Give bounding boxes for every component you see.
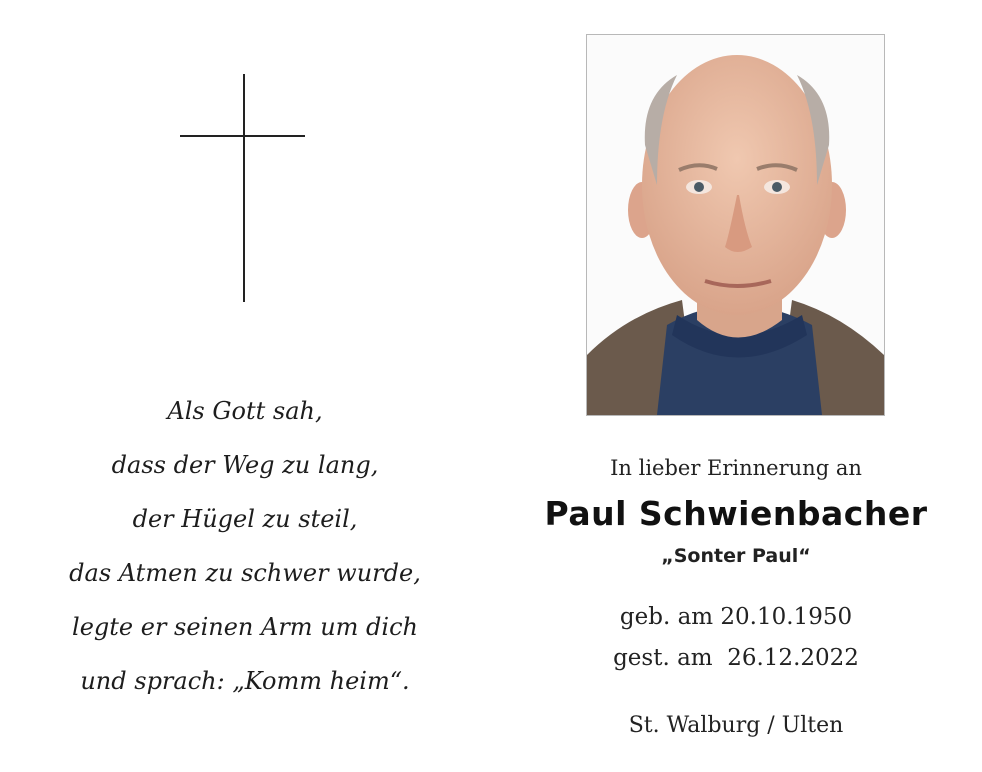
nickname: „Sonter Paul“ (661, 545, 811, 567)
birth-date: geb. am 20.10.1950 (619, 604, 853, 630)
poem-line: legte er seinen Arm um dich (72, 613, 418, 641)
deceased-name: Paul Schwienbacher (544, 494, 928, 533)
cross-icon (180, 74, 305, 302)
portrait-photo (586, 34, 885, 416)
poem-line: der Hügel zu steil, (132, 505, 358, 533)
place: St. Walburg / Ulten (628, 713, 844, 738)
cross-horizontal-bar (180, 135, 305, 137)
poem-line: dass der Weg zu lang, (111, 451, 379, 479)
portrait-illustration (587, 35, 884, 415)
death-date: gest. am 26.12.2022 (613, 645, 859, 671)
cross-vertical-bar (243, 74, 245, 302)
memorial-poem (40, 384, 450, 708)
intro-text: In lieber Erinnerung an (610, 456, 862, 480)
poem-line: und sprach: „Komm heim“. (80, 667, 410, 695)
poem-line: Als Gott sah, (167, 397, 323, 425)
poem-line: das Atmen zu schwer wurde, (69, 559, 421, 587)
